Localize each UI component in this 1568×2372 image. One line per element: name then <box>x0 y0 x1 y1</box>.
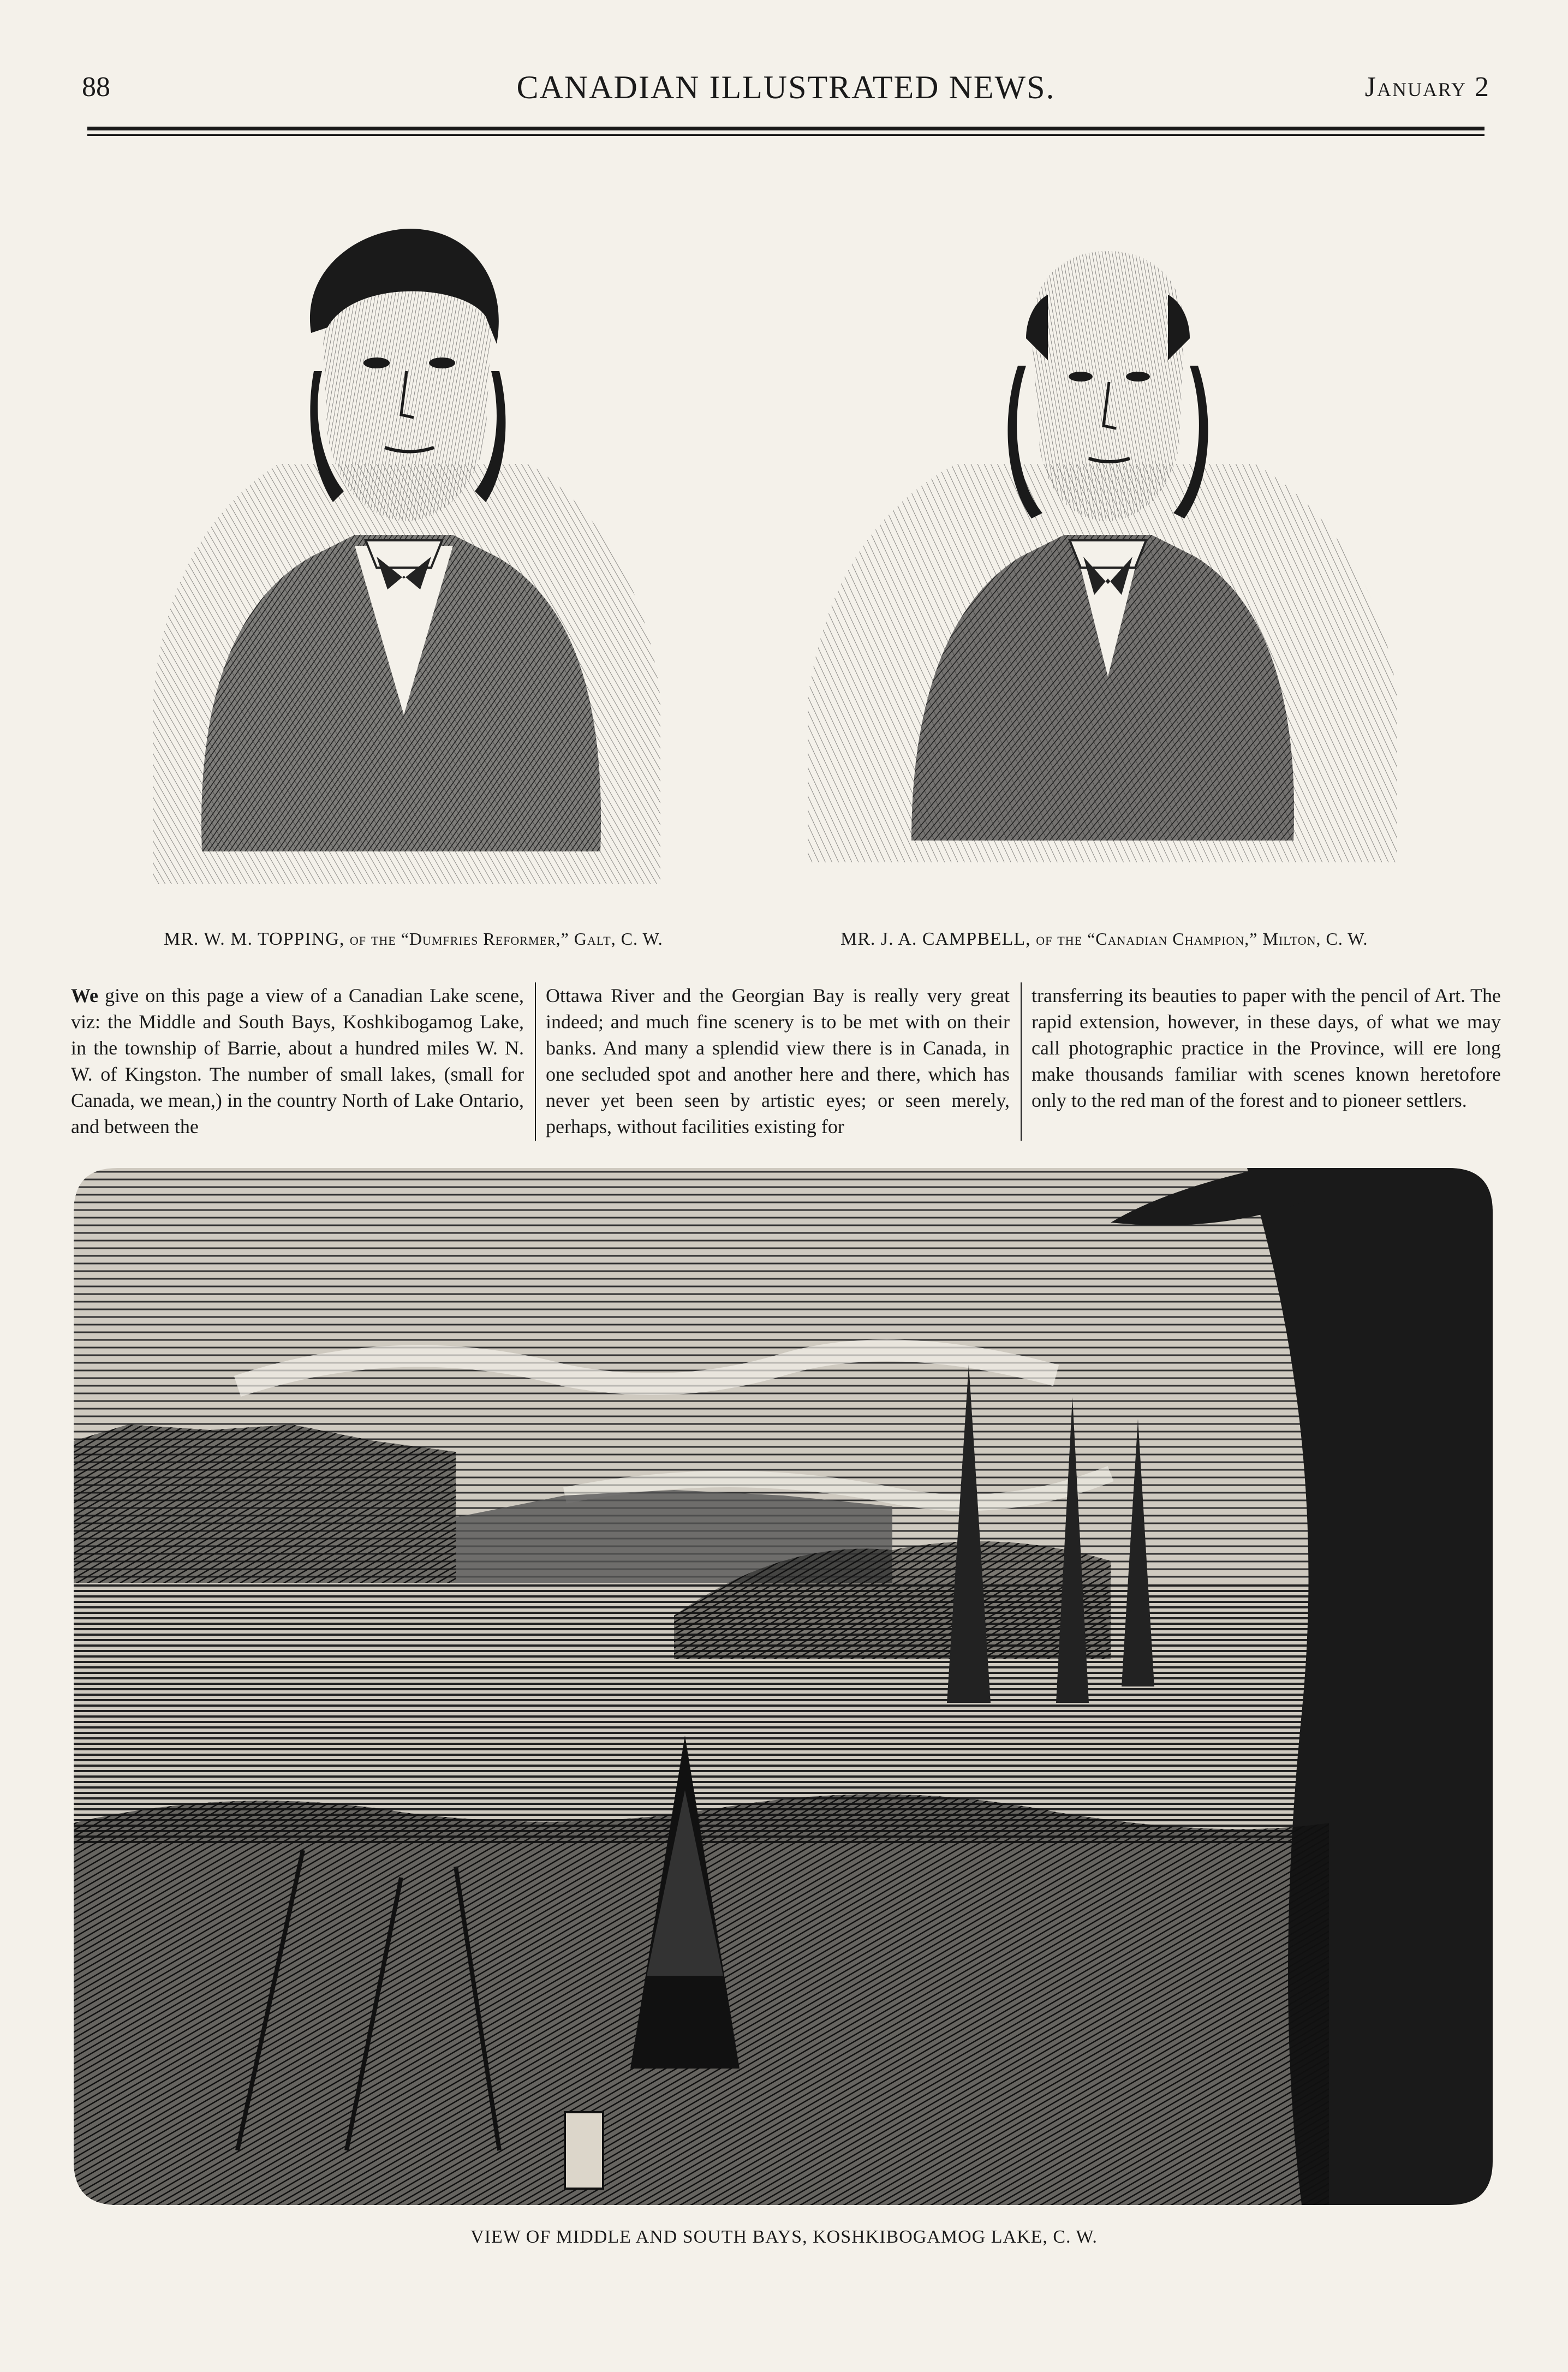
article-column-1-text: give on this page a view of a Canadian Lake scene, viz: the Middle and South Bays, Koshkibogamog Lake, in the township of Barrie, about a hundred miles W. N. W. of Kingston. The number of small lakes, (small for Canada, we mean,) in the country North of Lake Ontario, and between the <box>71 985 524 1137</box>
article-column-1 <box>71 982 524 1141</box>
header-rule-thin <box>87 134 1484 136</box>
portrait-campbell <box>791 207 1419 890</box>
column-rule <box>1021 982 1022 1141</box>
illustration-caption: VIEW OF MIDDLE AND SOUTH BAYS, KOSHKIBOGAMOG LAKE, C. W. <box>470 2227 1098 2247</box>
caption-campbell <box>840 929 1368 950</box>
caption-topping-name: MR. W. M. TOPPING, <box>164 929 345 949</box>
article-dropcap: We <box>71 985 98 1006</box>
masthead <box>82 65 1490 115</box>
publication-title: CANADIAN ILLUSTRATED NEWS. <box>516 69 1056 105</box>
column-rule <box>535 982 536 1141</box>
portrait-topping <box>115 207 688 906</box>
lake-illustration <box>74 1168 1493 2205</box>
page-number: 88 <box>82 71 110 103</box>
caption-topping-affiliation: of the “Dumfries Reformer,” Galt, C. W. <box>349 929 663 949</box>
issue-date: January 2 <box>1364 71 1490 103</box>
header-rule-thick <box>87 127 1484 130</box>
caption-campbell-affiliation: of the “Canadian Champion,” Milton, C. W. <box>1036 929 1368 949</box>
article-column-2: Ottawa River and the Georgian Bay is really very great indeed; and much fine scenery is to be met with on their banks. And many a splendid view there is in Canada, in one secluded spot and another here and there, which has never yet been seen by artistic eyes; or seen merely, perhaps, without facilities existing for <box>546 985 1010 1137</box>
article-column-3: transferring its beauties to paper with the pencil of Art. The rapid extension, however, in these days, of what we may call photographic practice in the Province, will ere long make thousands familiar with scenes known heretofore only to the red man of the forest and to pioneer settlers. <box>1032 985 1501 1111</box>
caption-campbell-name: MR. J. A. CAMPBELL, <box>840 929 1031 949</box>
caption-topping <box>164 929 663 950</box>
article-columns <box>71 982 1501 1141</box>
